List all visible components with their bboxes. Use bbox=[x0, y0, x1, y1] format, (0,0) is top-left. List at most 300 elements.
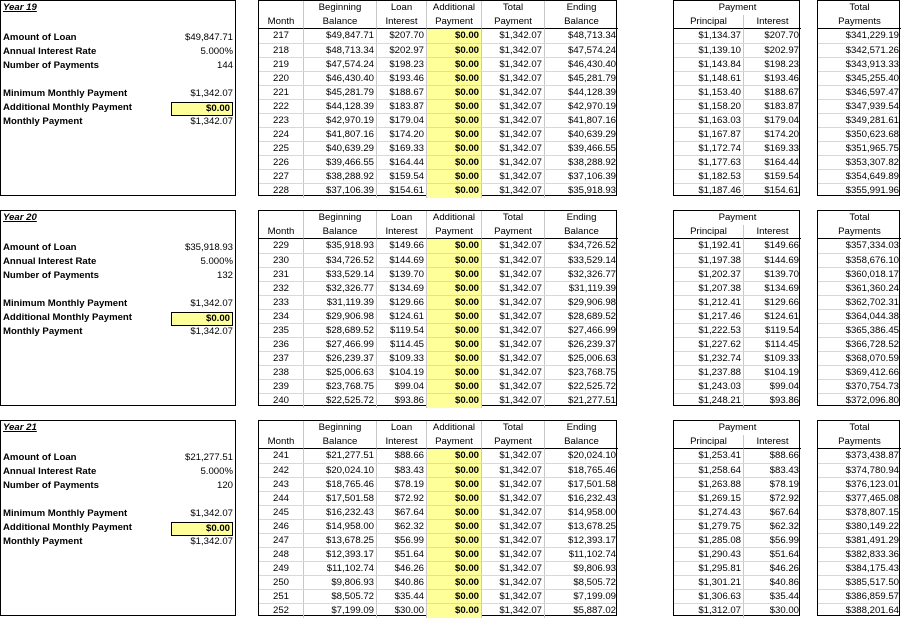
cell-cum: $362,702.31 bbox=[845, 297, 899, 308]
table-row bbox=[818, 127, 899, 142]
table-row bbox=[818, 239, 899, 253]
cell-additional[interactable]: $0.00 bbox=[427, 29, 482, 43]
value-rate: 5.000% bbox=[200, 46, 233, 57]
cell-pay_interest: $109.33 bbox=[764, 353, 799, 364]
cell-begin: $37,106.39 bbox=[304, 184, 377, 198]
cell-begin: $34,726.52 bbox=[304, 254, 377, 268]
cell-ending: $38,288.92 bbox=[567, 157, 616, 168]
value-rate: 5.000% bbox=[200, 466, 233, 477]
cell-additional[interactable]: $0.00 bbox=[427, 548, 482, 562]
col-header-total: Total bbox=[482, 1, 545, 15]
cell-month: 252 bbox=[259, 604, 304, 618]
cell-cum: $380,149.22 bbox=[845, 521, 899, 532]
table-row bbox=[818, 365, 899, 380]
cum-header-2 bbox=[818, 225, 899, 239]
cell-pay_interest: $174.20 bbox=[764, 129, 799, 140]
cell-additional[interactable]: $0.00 bbox=[427, 156, 482, 170]
cell-month: 238 bbox=[259, 366, 304, 380]
table-row bbox=[818, 169, 899, 184]
cell-additional[interactable]: $0.00 bbox=[427, 562, 482, 576]
cell-month: 217 bbox=[259, 29, 304, 43]
cell-interest: $149.66 bbox=[377, 239, 427, 253]
table-row bbox=[818, 589, 899, 604]
cell-principal: $1,197.38 bbox=[674, 254, 744, 268]
payment-sub-header bbox=[674, 15, 799, 29]
cell-pay_interest: $67.64 bbox=[769, 507, 799, 518]
cell-pay_interest: $129.66 bbox=[764, 297, 799, 308]
table-row bbox=[674, 239, 799, 253]
cell-interest: $154.61 bbox=[377, 184, 427, 198]
cell-cum: $382,833.36 bbox=[845, 549, 899, 560]
cell-begin: $44,128.39 bbox=[304, 100, 377, 114]
col-header-total-2: Payment bbox=[482, 435, 545, 449]
cell-ending: $28,689.52 bbox=[567, 311, 616, 322]
payment-breakdown-table bbox=[673, 0, 800, 196]
cell-pay_interest: $188.67 bbox=[764, 87, 799, 98]
cell-begin: $33,529.14 bbox=[304, 268, 377, 282]
col-header-ending: Ending bbox=[566, 422, 597, 433]
cell-cum: $365,386.45 bbox=[845, 325, 899, 336]
table-row bbox=[674, 253, 799, 268]
col-header-interest-2: Interest bbox=[377, 225, 427, 239]
cell-total: $1,342.07 bbox=[482, 590, 545, 604]
cell-interest: $30.00 bbox=[377, 604, 427, 618]
cell-begin: $28,689.52 bbox=[304, 324, 377, 338]
cell-month: 239 bbox=[259, 380, 304, 394]
table-row bbox=[674, 547, 799, 562]
cell-principal: $1,269.15 bbox=[674, 492, 744, 506]
cell-month: 218 bbox=[259, 44, 304, 58]
cum-header-2 bbox=[818, 435, 899, 449]
cell-additional[interactable]: $0.00 bbox=[427, 590, 482, 604]
cell-additional[interactable]: $0.00 bbox=[427, 576, 482, 590]
cell-additional[interactable]: $0.00 bbox=[427, 100, 482, 114]
cell-principal: $1,187.46 bbox=[674, 184, 744, 198]
cell-interest: $83.43 bbox=[377, 464, 427, 478]
cell-interest: $109.33 bbox=[377, 352, 427, 366]
cell-additional[interactable]: $0.00 bbox=[427, 184, 482, 198]
cell-cum: $360,018.17 bbox=[845, 269, 899, 280]
cell-begin: $23,768.75 bbox=[304, 380, 377, 394]
cell-pay_interest: $51.64 bbox=[769, 549, 799, 560]
cell-pay_interest: $124.61 bbox=[764, 311, 799, 322]
cell-additional[interactable]: $0.00 bbox=[427, 534, 482, 548]
col-header-interest: Loan bbox=[377, 421, 427, 435]
cell-additional[interactable]: $0.00 bbox=[427, 254, 482, 268]
cell-cum: $378,807.15 bbox=[845, 507, 899, 518]
label-amount: Amount of Loan bbox=[3, 32, 77, 43]
col-header-begin: Beginning bbox=[304, 421, 377, 435]
table-row bbox=[674, 295, 799, 310]
cell-begin: $42,970.19 bbox=[304, 114, 377, 128]
cum-header-1 bbox=[818, 421, 899, 435]
cell-month: 231 bbox=[259, 268, 304, 282]
table-row bbox=[674, 85, 799, 100]
cell-total: $1,342.07 bbox=[482, 366, 545, 380]
cell-interest: $144.69 bbox=[377, 254, 427, 268]
cell-interest: $124.61 bbox=[377, 310, 427, 324]
cell-begin: $22,525.72 bbox=[304, 394, 377, 408]
payment-group-label: Payment bbox=[718, 422, 757, 433]
cell-begin: $12,393.17 bbox=[304, 548, 377, 562]
cell-pay_interest: $114.45 bbox=[765, 339, 799, 350]
payment-breakdown-table bbox=[673, 420, 800, 616]
col-header-month-2: Month bbox=[259, 435, 304, 449]
cell-ending: $48,713.34 bbox=[567, 30, 616, 41]
cell-cum: $386,859.57 bbox=[845, 591, 899, 602]
table-row bbox=[818, 113, 899, 128]
cell-total: $1,342.07 bbox=[482, 156, 545, 170]
value-additional[interactable]: $0.00 bbox=[171, 102, 233, 116]
cell-additional[interactable]: $0.00 bbox=[427, 310, 482, 324]
year-section bbox=[0, 0, 901, 196]
cell-additional[interactable]: $0.00 bbox=[427, 394, 482, 408]
cell-additional[interactable]: $0.00 bbox=[427, 492, 482, 506]
cell-total: $1,342.07 bbox=[482, 268, 545, 282]
col-header-month-2: Month bbox=[259, 15, 304, 29]
table-row bbox=[818, 71, 899, 86]
header-row-2 bbox=[259, 15, 616, 29]
cell-principal: $1,172.74 bbox=[674, 142, 744, 156]
cell-ending: $17,501.58 bbox=[567, 479, 616, 490]
cell-interest: $78.19 bbox=[377, 478, 427, 492]
cell-ending: $29,906.98 bbox=[567, 297, 616, 308]
label-rate: Annual Interest Rate bbox=[3, 466, 97, 477]
cell-total: $1,342.07 bbox=[482, 72, 545, 86]
year-title: Year 19 bbox=[3, 2, 37, 13]
cell-begin: $29,906.98 bbox=[304, 310, 377, 324]
cell-cum: $366,728.52 bbox=[845, 339, 899, 350]
cell-total: $1,342.07 bbox=[482, 604, 545, 618]
table-row bbox=[259, 169, 616, 184]
cell-ending: $33,529.14 bbox=[567, 255, 616, 266]
summary-panel bbox=[0, 420, 236, 616]
cell-principal: $1,253.41 bbox=[674, 449, 744, 463]
cell-additional[interactable]: $0.00 bbox=[427, 72, 482, 86]
cell-begin: $41,807.16 bbox=[304, 128, 377, 142]
table-row bbox=[259, 379, 616, 394]
cell-interest: $56.99 bbox=[377, 534, 427, 548]
table-row bbox=[259, 323, 616, 338]
cell-additional[interactable]: $0.00 bbox=[427, 520, 482, 534]
col-header-interest-2: Interest bbox=[377, 15, 427, 29]
cell-month: 249 bbox=[259, 562, 304, 576]
table-row bbox=[259, 561, 616, 576]
cell-interest: $72.92 bbox=[377, 492, 427, 506]
cell-month: 234 bbox=[259, 310, 304, 324]
col-header-cum-2: Payments bbox=[818, 15, 901, 29]
cell-total: $1,342.07 bbox=[482, 352, 545, 366]
cell-additional[interactable]: $0.00 bbox=[427, 352, 482, 366]
cell-interest: $62.32 bbox=[377, 520, 427, 534]
table-row bbox=[674, 71, 799, 86]
table-row bbox=[818, 533, 899, 548]
cell-month: 237 bbox=[259, 352, 304, 366]
cell-ending: $31,119.39 bbox=[568, 283, 616, 294]
label-num_payments: Number of Payments bbox=[3, 60, 99, 71]
col-header-cum: Total bbox=[849, 2, 870, 13]
cell-total: $1,342.07 bbox=[482, 464, 545, 478]
cell-month: 250 bbox=[259, 576, 304, 590]
cell-additional[interactable]: $0.00 bbox=[427, 604, 482, 618]
cell-additional[interactable]: $0.00 bbox=[427, 282, 482, 296]
col-header-total-2: Payment bbox=[482, 15, 545, 29]
header-row-1 bbox=[259, 211, 616, 225]
cell-total: $1,342.07 bbox=[482, 324, 545, 338]
cell-principal: $1,153.40 bbox=[674, 86, 744, 100]
col-header-cum: Total bbox=[849, 212, 870, 223]
cell-pay_interest: $46.26 bbox=[769, 563, 799, 574]
cell-principal: $1,192.41 bbox=[674, 239, 744, 253]
year-section bbox=[0, 420, 901, 616]
col-header-cum-2: Payments bbox=[818, 225, 901, 239]
label-monthly: Monthly Payment bbox=[3, 536, 83, 547]
cell-ending: $44,128.39 bbox=[567, 87, 616, 98]
table-row bbox=[259, 99, 616, 114]
col-header-interest: Loan bbox=[377, 1, 427, 15]
cell-month: 220 bbox=[259, 72, 304, 86]
cell-pay_interest: $154.61 bbox=[764, 185, 799, 196]
cell-principal: $1,143.84 bbox=[674, 58, 744, 72]
table-row bbox=[259, 309, 616, 324]
cell-pay_interest: $88.66 bbox=[769, 450, 799, 461]
cell-month: 223 bbox=[259, 114, 304, 128]
table-row bbox=[674, 603, 799, 618]
cell-interest: $159.54 bbox=[377, 170, 427, 184]
cell-additional[interactable]: $0.00 bbox=[427, 142, 482, 156]
table-row bbox=[259, 253, 616, 268]
table-row bbox=[674, 519, 799, 534]
cell-interest: $198.23 bbox=[377, 58, 427, 72]
cell-month: 241 bbox=[259, 449, 304, 463]
table-row bbox=[818, 253, 899, 268]
table-row bbox=[818, 337, 899, 352]
cell-additional[interactable]: $0.00 bbox=[427, 239, 482, 253]
cell-total: $1,342.07 bbox=[482, 86, 545, 100]
cell-cum: $353,307.82 bbox=[845, 157, 899, 168]
col-header-additional-2: Payment bbox=[427, 435, 482, 449]
cell-begin: $48,713.34 bbox=[304, 44, 377, 58]
schedule-table bbox=[258, 0, 617, 196]
col-header-month bbox=[259, 211, 304, 225]
cell-additional[interactable]: $0.00 bbox=[427, 464, 482, 478]
table-row bbox=[818, 183, 899, 198]
cell-pay_interest: $99.04 bbox=[769, 381, 799, 392]
col-header-additional: Additional bbox=[427, 211, 482, 225]
label-rate: Annual Interest Rate bbox=[3, 46, 97, 57]
cell-principal: $1,279.75 bbox=[674, 520, 744, 534]
table-row bbox=[259, 519, 616, 534]
cum-header-2 bbox=[818, 15, 899, 29]
col-header-interest: Interest bbox=[744, 15, 801, 29]
col-header-additional: Additional bbox=[427, 1, 482, 15]
cell-interest: $188.67 bbox=[377, 86, 427, 100]
table-row bbox=[259, 463, 616, 478]
col-header-ending-2: Balance bbox=[545, 225, 618, 239]
table-row bbox=[818, 393, 899, 408]
cell-begin: $45,281.79 bbox=[304, 86, 377, 100]
table-row bbox=[259, 183, 616, 198]
cell-total: $1,342.07 bbox=[482, 338, 545, 352]
cell-ending: $40,639.29 bbox=[567, 129, 616, 140]
cell-interest: $93.86 bbox=[377, 394, 427, 408]
col-header-ending-2: Balance bbox=[545, 435, 618, 449]
header-row-2 bbox=[259, 225, 616, 239]
cell-month: 240 bbox=[259, 394, 304, 408]
cell-total: $1,342.07 bbox=[482, 310, 545, 324]
cell-interest: $67.64 bbox=[377, 506, 427, 520]
cell-additional[interactable]: $0.00 bbox=[427, 478, 482, 492]
cell-additional[interactable]: $0.00 bbox=[427, 506, 482, 520]
cell-interest: $40.86 bbox=[377, 576, 427, 590]
header-row-1 bbox=[259, 1, 616, 15]
cell-principal: $1,222.53 bbox=[674, 324, 744, 338]
cell-cum: $385,517.50 bbox=[845, 577, 899, 588]
value-monthly: $1,342.07 bbox=[190, 116, 233, 127]
table-row bbox=[818, 463, 899, 478]
cell-pay_interest: $56.99 bbox=[769, 535, 799, 546]
cell-principal: $1,182.53 bbox=[674, 170, 744, 184]
cell-total: $1,342.07 bbox=[482, 254, 545, 268]
table-row bbox=[674, 449, 799, 463]
col-header-principal: Principal bbox=[674, 435, 744, 449]
label-num_payments: Number of Payments bbox=[3, 480, 99, 491]
cell-principal: $1,306.63 bbox=[674, 590, 744, 604]
cell-cum: $364,044.38 bbox=[845, 311, 899, 322]
cell-begin: $46,430.40 bbox=[304, 72, 377, 86]
cell-additional[interactable]: $0.00 bbox=[427, 338, 482, 352]
cell-interest: $129.66 bbox=[377, 296, 427, 310]
cell-additional[interactable]: $0.00 bbox=[427, 58, 482, 72]
table-row bbox=[674, 477, 799, 492]
summary-panel bbox=[0, 210, 236, 406]
value-num_payments: 120 bbox=[216, 480, 233, 491]
year-section bbox=[0, 210, 901, 406]
table-row bbox=[259, 295, 616, 310]
value-additional[interactable]: $0.00 bbox=[171, 312, 233, 326]
cell-interest: $35.44 bbox=[377, 590, 427, 604]
cell-pay_interest: $83.43 bbox=[769, 465, 799, 476]
cell-principal: $1,248.21 bbox=[674, 394, 744, 408]
cell-begin: $26,239.37 bbox=[304, 352, 377, 366]
table-row bbox=[818, 603, 899, 618]
table-row bbox=[818, 295, 899, 310]
table-row bbox=[674, 29, 799, 43]
cell-total: $1,342.07 bbox=[482, 380, 545, 394]
cell-interest: $179.04 bbox=[377, 114, 427, 128]
value-monthly: $1,342.07 bbox=[190, 536, 233, 547]
cell-pay_interest: $193.46 bbox=[764, 73, 799, 84]
cell-additional[interactable]: $0.00 bbox=[427, 380, 482, 394]
cell-begin: $18,765.46 bbox=[304, 478, 377, 492]
col-header-ending-2: Balance bbox=[545, 15, 618, 29]
cell-month: 233 bbox=[259, 296, 304, 310]
cell-additional[interactable]: $0.00 bbox=[427, 366, 482, 380]
cell-ending: $12,393.17 bbox=[567, 535, 616, 546]
cell-interest: $88.66 bbox=[377, 449, 427, 463]
cell-additional[interactable]: $0.00 bbox=[427, 296, 482, 310]
cell-begin: $47,574.24 bbox=[304, 58, 377, 72]
cell-additional[interactable]: $0.00 bbox=[427, 44, 482, 58]
table-row bbox=[674, 379, 799, 394]
cell-total: $1,342.07 bbox=[482, 239, 545, 253]
table-row bbox=[818, 351, 899, 366]
cell-additional[interactable]: $0.00 bbox=[427, 114, 482, 128]
col-header-interest: Loan bbox=[377, 211, 427, 225]
label-monthly: Monthly Payment bbox=[3, 326, 83, 337]
cell-interest: $164.44 bbox=[377, 156, 427, 170]
cell-cum: $350,623.68 bbox=[845, 129, 899, 140]
cell-additional[interactable]: $0.00 bbox=[427, 128, 482, 142]
table-row bbox=[674, 351, 799, 366]
table-row bbox=[259, 29, 616, 43]
table-row bbox=[818, 43, 899, 58]
table-row bbox=[818, 57, 899, 72]
cell-month: 236 bbox=[259, 338, 304, 352]
cell-cum: $374,780.94 bbox=[845, 465, 899, 476]
cell-pay_interest: $35.44 bbox=[769, 591, 799, 602]
col-header-cum: Total bbox=[849, 422, 870, 433]
cell-additional[interactable]: $0.00 bbox=[427, 170, 482, 184]
value-additional[interactable]: $0.00 bbox=[171, 522, 233, 536]
label-additional: Additional Monthly Payment bbox=[3, 312, 132, 323]
cell-additional[interactable]: $0.00 bbox=[427, 449, 482, 463]
table-row bbox=[818, 267, 899, 282]
cell-total: $1,342.07 bbox=[482, 114, 545, 128]
table-row bbox=[818, 323, 899, 338]
cell-total: $1,342.07 bbox=[482, 520, 545, 534]
cell-principal: $1,263.88 bbox=[674, 478, 744, 492]
col-header-additional: Additional bbox=[427, 421, 482, 435]
cell-ending: $45,281.79 bbox=[567, 73, 616, 84]
cell-principal: $1,212.41 bbox=[674, 296, 744, 310]
cell-cum: $373,438.87 bbox=[845, 450, 899, 461]
table-row bbox=[818, 561, 899, 576]
cell-cum: $351,965.75 bbox=[845, 143, 899, 154]
table-row bbox=[259, 449, 616, 463]
cell-additional[interactable]: $0.00 bbox=[427, 86, 482, 100]
table-row bbox=[259, 477, 616, 492]
col-header-month bbox=[259, 421, 304, 435]
col-header-additional-2: Payment bbox=[427, 225, 482, 239]
cell-principal: $1,258.64 bbox=[674, 464, 744, 478]
label-rate: Annual Interest Rate bbox=[3, 256, 97, 267]
table-row bbox=[259, 113, 616, 128]
payment-sub-header bbox=[674, 225, 799, 239]
col-header-total-2: Payment bbox=[482, 225, 545, 239]
value-min_payment: $1,342.07 bbox=[190, 88, 233, 99]
table-row bbox=[674, 141, 799, 156]
cell-begin: $32,326.77 bbox=[304, 282, 377, 296]
cell-total: $1,342.07 bbox=[482, 170, 545, 184]
table-row bbox=[259, 85, 616, 100]
table-row bbox=[674, 365, 799, 380]
table-row bbox=[818, 491, 899, 506]
cell-pay_interest: $198.23 bbox=[764, 59, 799, 70]
payment-group-header bbox=[674, 1, 799, 15]
header-row-1 bbox=[259, 421, 616, 435]
cell-pay_interest: $72.92 bbox=[769, 493, 799, 504]
cell-ending: $32,326.77 bbox=[567, 269, 616, 280]
cell-principal: $1,285.08 bbox=[674, 534, 744, 548]
cell-additional[interactable]: $0.00 bbox=[427, 324, 482, 338]
table-row bbox=[818, 547, 899, 562]
cell-begin: $20,024.10 bbox=[304, 464, 377, 478]
cell-interest: $202.97 bbox=[377, 44, 427, 58]
cell-ending: $21,277.51 bbox=[567, 395, 616, 406]
cell-ending: $18,765.46 bbox=[567, 465, 616, 476]
cell-additional[interactable]: $0.00 bbox=[427, 268, 482, 282]
